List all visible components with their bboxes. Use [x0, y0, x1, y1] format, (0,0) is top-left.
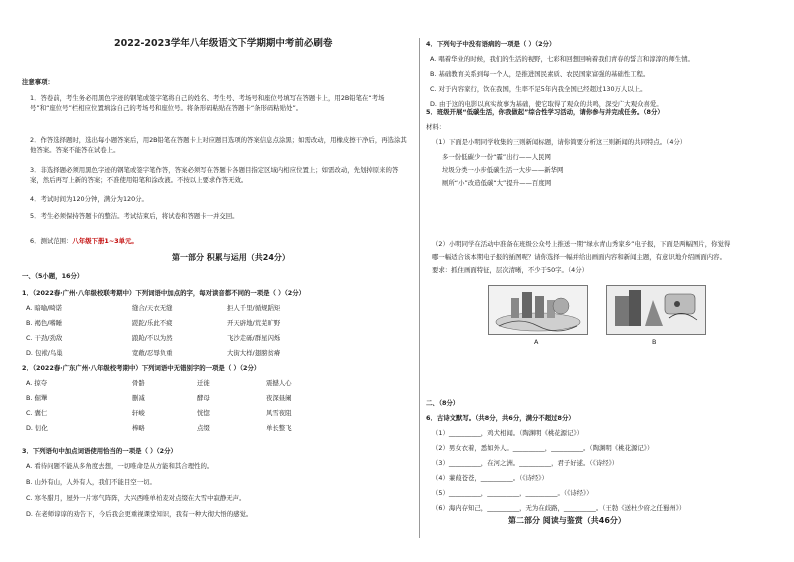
section1-heading: 一、（5小题，16分） — [22, 272, 84, 280]
column-divider — [419, 38, 420, 538]
q2-a-2: 骨骼 — [132, 379, 145, 387]
q6-line-3: （3）__________，在河之洲。__________，君子好逑。（《诗经》） — [432, 459, 619, 467]
notice-heading: 注意事项： — [22, 78, 54, 86]
notice-item-6 — [30, 237, 138, 245]
q4-option-d: D. 由于这的电影以真实故事为基础，使它取得了观众的共鸣，深受广大观众喜爱。 — [430, 100, 663, 108]
q1-option-b-2: 蹉跎/乐此不疲 — [132, 319, 173, 327]
cartoon-a-illustration — [489, 286, 587, 334]
q5-stem: 5．班级开展“低碳生活，你我做起”综合性学习活动，请你参与并完成任务。（8分） — [426, 108, 664, 116]
q4-option-a: A. 唱着华业的时候，我们的生活的视野，七彩和回想回响着我们青春的誓言和淳淳的师生情。 — [430, 55, 694, 63]
q2-c-2: 轩峻 — [132, 409, 145, 417]
q2-b-4: 夜深昼阑 — [266, 394, 292, 402]
notice-item-3: 3．非选择题必须用黑色字迹的钢笔或签字笔作答，答案必须写在答题卡各题目指定区域内相应位置上；如需改动，先划掉原来的答案，然后再写上新的答案；不准使用铅笔和涂改液。不按以上要求作答无效。 — [30, 166, 399, 184]
q1-option-c-3: 飞沙走砾/群星闪烁 — [227, 334, 281, 342]
q6-line-2: （2）男女衣着，悉如外人。__________，__________。（陶渊明《桃花源记》） — [432, 444, 654, 452]
q2-c-4: 风雪夜阻 — [266, 409, 292, 417]
q1-option-d-3: 大街大样/翅膀贫瘠 — [227, 349, 281, 357]
q2-b-1: B. 倔犟 — [26, 394, 48, 402]
q6-line-6: （6）海内存知己，__________，无为在歧路，__________。（王勃《送杜少府之任蜀州》） — [432, 504, 686, 512]
right-column — [426, 0, 778, 562]
q1-option-b-3: 开天辟地/荒芜旷野 — [227, 319, 281, 327]
q1-option-c-2: 踉跄/不以为然 — [132, 334, 173, 342]
q6-line-5: （5）__________，__________，__________。（《诗经》） — [432, 489, 593, 497]
q1-option-a-1: A. 暗喻/畸诺 — [26, 304, 63, 312]
q3-stem: 3．下列语句中加点词语使用恰当的一项是（ ）（2分） — [22, 447, 177, 455]
q6-stem: 6．古诗文默写。（共8分，共6分，满分不超过8分） — [426, 414, 575, 422]
q4-option-c: C. 对于内容家行，饮在我国，生率不足5年内我全国已经超过130万人以上。 — [430, 85, 647, 93]
q3-option-b: B. 山外有山，人外有人，我们不能目空一切。 — [26, 478, 156, 486]
q4-stem: 4．下列句子中没有语病的一项是（ ）（2分） — [426, 40, 556, 48]
q2-b-2: 删减 — [132, 394, 145, 402]
q1-option-d-1: D. 包袱/鸟巢 — [26, 349, 63, 357]
cartoon-b-illustration — [607, 286, 705, 334]
q1-option-b-1: B. 褐色/嗜睡 — [26, 319, 63, 327]
q1-option-d-2: 宽敞/忍辱负重 — [132, 349, 173, 357]
q2-a-4: 震撼人心 — [266, 379, 292, 387]
headline-2: 垃圾分类一小步低碳生活一大步——新华网 — [442, 166, 564, 174]
q2-c-3: 恍惚 — [197, 409, 210, 417]
notice-item-6-label: 6．测试范围： — [30, 237, 73, 245]
q2-a-1: A. 掠夺 — [26, 379, 48, 387]
q2-d-3: 点缀 — [197, 424, 210, 432]
q2-c-1: C. 囊仁 — [26, 409, 48, 417]
q2-d-1: D. 衍化 — [26, 424, 48, 432]
image-b-label: B — [652, 338, 657, 346]
q1-stem: 1．（2022春·广州·八年级校联考期中）下列词语中加点的字，每对读音都不同的一项是（ ）（2分） — [22, 289, 305, 297]
notice-item-4: 4．考试时间为120分钟，满分为120分。 — [30, 195, 148, 203]
q6-line-4: （4）蒹葭苍苍，__________。（《诗经》） — [432, 474, 548, 482]
test-scope: 八年级下册1~3单元。 — [72, 237, 138, 245]
q5-part2-line3: 要求：抓住画面特征，层次清晰，不少于50字。（4分） — [432, 266, 588, 274]
exam-title: 2022-2023学年八年级语文下学期期中考前必刷卷 — [114, 38, 333, 49]
q5-part1: （1）下面是小明同学收集的三则新闻标题，请你简要分析这三则新闻的共同特点。（4分） — [432, 138, 687, 146]
q2-stem: 2．（2022春·广东广州·八年级校考期中）下列词语中无错别字的一项是（ ）（2分） — [22, 364, 261, 372]
cartoon-image-b — [606, 285, 706, 335]
notice-item-2: 2．作答选择题时，选出每小题答案后，用2B铅笔在答题卡上对应题目选项的答案信息点涂黑；如需改动，用橡皮擦干净后，再选涂其他答案。答案不能答在试卷上。 — [30, 136, 407, 154]
q1-option-a-3: 拒人千里/循规蹈矩 — [227, 304, 281, 312]
q3-option-c: C. 寒冬腊月，屋外一片寒气阵阵，大兴西唯单柏麦对点缀在大雪中寂静无声。 — [26, 494, 246, 502]
image-a-label: A — [534, 338, 539, 346]
left-column — [22, 0, 414, 562]
q2-d-4: 单长整飞 — [266, 424, 292, 432]
headline-3: 厕所“小”改造低碳“大”提升——百度网 — [442, 179, 552, 187]
q6-line-1: （1）__________，鸡犬相闻。（陶渊明《桃花源记》） — [432, 429, 584, 437]
q3-option-d: D. 在老师谆谆的劝告下，今后我会更重视课堂知识，我有一种大彻大悟的感觉。 — [26, 510, 253, 518]
notice-item-1: 1．答卷前，考生务必用黑色字迹的钢笔或签字笔将自己的姓名、考生号、考场号和座位号填写在答题卡上，用2B铅笔在“考场号”和“座位号”栏相应位置填涂自己的考场号和座位号。将条形码粘贴在答题卡“条形码粘贴处”。 — [30, 94, 385, 112]
q1-option-a-2: 缝合/天衣无缝 — [132, 304, 173, 312]
q4-option-b: B. 基础教育关系到每一个人，是推进国民素质、农民国家富强的基础性工程。 — [430, 70, 650, 78]
q2-d-2: 棒略 — [132, 424, 145, 432]
q5-part2-line1: （2）小明同学在活动中准备在班级公众号上推送一期“绿水青山秀家乡”电子报，下面是两幅图片，你觉得 — [432, 240, 731, 248]
section2-heading: 二、（8分） — [426, 399, 460, 407]
q2-a-3: 迁徙 — [197, 379, 210, 387]
part2-heading: 第二部分 阅读与鉴赏（共46分） — [508, 516, 626, 525]
notice-item-5: 5．考生必须保持答题卡的整洁。考试结束后，将试卷和答题卡一并交回。 — [30, 212, 239, 220]
q5-material-label: 材料： — [426, 123, 446, 131]
q2-b-3: 酵母 — [197, 394, 210, 402]
q1-option-c-1: C. 干劲/劲敌 — [26, 334, 63, 342]
q5-part2-line2: 哪一幅适合该本期电子报的插图呢？请你选择一幅并给出画面内容和新闻主题，有意识地介绍画面内容。 — [432, 253, 726, 261]
cartoon-image-a — [488, 285, 588, 335]
part1-heading: 第一部分 积累与运用（共24分） — [172, 253, 290, 262]
headline-1: 多一份低碳少一份“霾”出行——人民网 — [442, 153, 551, 161]
q3-option-a: A. 看待问题不能从多角度去想，一切唯命是从方能和其合理性的。 — [26, 462, 214, 470]
